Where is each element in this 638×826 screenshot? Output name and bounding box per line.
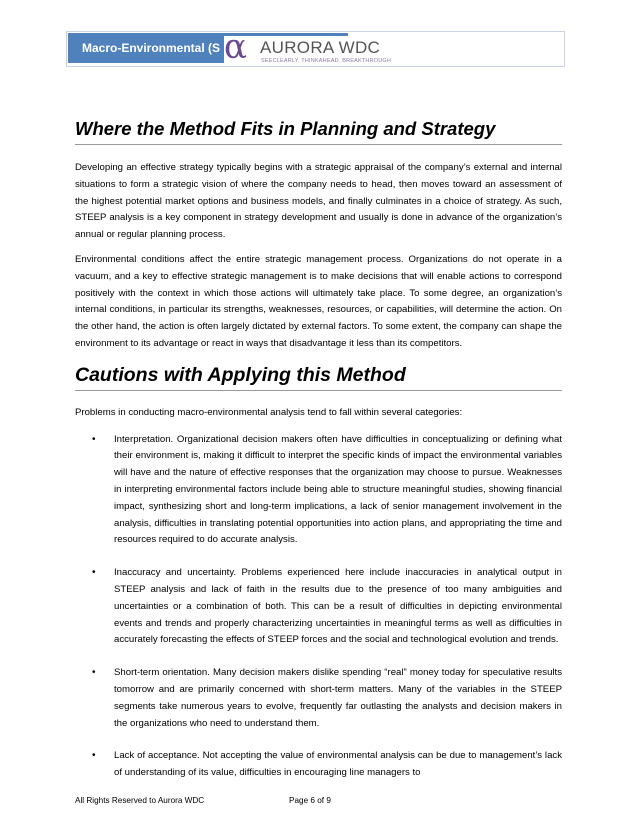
header-tab-text: Macro-Environmental (S (82, 41, 221, 55)
list-item (89, 748, 562, 782)
bullet-icon: • (92, 567, 96, 579)
cautions-intro: Problems in conducting macro-environmental analysis tend to fall within several categories: (75, 406, 463, 418)
section-title-cautions: Cautions with Applying this Method (75, 363, 562, 391)
bullet-icon: • (92, 667, 96, 679)
page-content (75, 117, 562, 782)
list-item (89, 565, 562, 649)
bullet-icon: • (92, 750, 96, 762)
footer-page-number: Page 6 of 9 (289, 796, 331, 805)
logo-name: AURORA WDC (260, 38, 381, 57)
list-item-text: Inaccuracy and uncertainty. Problems experienced here include inaccuracies in analytical output in STEEP analysis and lack of faith in the results due to the presence of too many ambiguities and uncertainties or a combination of both. This can be a result of difficulties in depicting environmental events and trends and properly characterizing uncertainties in meaningful terms as well as difficulties in accurately forecasting the effects of STEEP forces and the social and technological evolution and trends. (114, 567, 562, 646)
alpha-logo-icon: α (224, 27, 247, 67)
list-item-text: Interpretation. Organizational decision makers often have difficulties in conceptualizing or defining what their environment is, making it difficult to interpret the specific kinds of impact the environmental variables will have and the nature of effective responses that the organization may choose to pursue. Weaknesses in interpreting environmental factors include being able to structure meaningful studies, showing financial impact, synthesizing short and long-term implications, a lack of senior management involvement in the analysis, difficulties in translating potential opportunities into action plans, and appropriating the time and resources required to do accurate analysis. (114, 433, 562, 546)
list-item (89, 665, 562, 732)
list-item-text: Lack of acceptance. Not accepting the value of environmental analysis can be due to management’s lack of understanding of its value, difficulties in encouraging line managers to (114, 750, 562, 779)
cautions-list (75, 432, 562, 782)
section-title-method-fit: Where the Method Fits in Planning and Strategy (75, 117, 562, 145)
aurora-logo (224, 27, 424, 67)
bullet-icon: • (92, 433, 96, 445)
paragraph: Developing an effective strategy typically begins with a strategic appraisal of the company’s external and internal situations to form a strategic vision of where the company needs to head, then moves toward an assessment of the highest potential market options and business models, and finally culminates in a choice of strategy. As such, STEEP analysis is a key component in strategy development and usually is done in advance of the organization’s annual or regular planning process. (75, 162, 562, 241)
list-item (89, 432, 562, 550)
list-item-text: Short-term orientation. Many decision makers dislike spending “real” money today for speculative results tomorrow and are primarily concerned with short-term matters. Many of the variables in the STEEP segments take numerous years to evolve, frequently far outlasting the analysts and decision makers in the organizations who need to understand them. (114, 667, 562, 729)
footer-rights: All Rights Reserved to Aurora WDC (75, 796, 205, 805)
paragraph: Environmental conditions affect the entire strategic management process. Organizations do not operate in a vacuum, and a key to effective strategic management is to make decisions that will enable actions to correspond positively with the context in which those actions will ultimately take place. To some degree, an organization’s internal conditions, in particular its strengths, weaknesses, resources, or capabilities, will determine the action. On the other hand, the action is often largely dictated by external factors. To some extent, the company can shape the environment to its advantage or react in ways that disadvantage it less than its competitors. (75, 253, 562, 349)
logo-tagline: SEECLEARLY. THINKAHEAD. BREAKTHROUGH (261, 58, 392, 64)
